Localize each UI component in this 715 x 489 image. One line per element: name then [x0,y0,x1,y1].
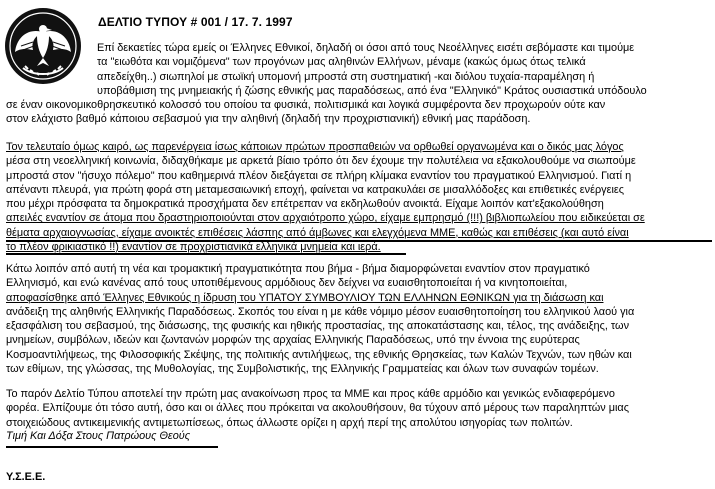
paragraph-line: στοιχειώδους αντικειμενικής αντιμετωπίσεως, όπως άλλωστε ορίζει η αρχή περί της απολύτου ισηγορίας των πολιτών. [6,416,573,429]
paragraph-line: εξασφάλιση του σεβασμού, της διάσωσης, της φυσικής και ηθικής προστασίας, της αποκατάστασης και, τέλος, της ανάδειξης, των [6,320,630,333]
paragraph-line: απέναντι πλευρά, για πρώτη φορά στη μεταμεσαιωνική εποχή, φαίνεται να κατρακυλάει σε μισαλλόδοξες και επιθετικές ενέργειες [6,183,624,196]
paragraph-line: το πλέον φρικιαστικό !!) εναντίον σε προχριστιανικά ελληνικά μνημεία και ιερά. [6,241,381,254]
paragraph-line: υποβάθμιση της μνημειακής ή ζώσης εθνικής μας παραδόσεως, από ένα "Ελληνικό" Κράτος ουσιαστικά υπόδουλο [97,84,647,97]
paragraph-line: μέσα στη νεοελληνική κοινωνία, διδαχθήκαμε με αρκετά βίαιο τρόπο ότι δεν έχουμε την πολυτέλεια να εξακολουθούμε να σιωπούμε [6,155,636,168]
paragraph-line: Επί δεκαετίες τώρα εμείς οι Έλληνες Εθνικοί, δηλαδή οι όσοι από τους Νεοέλληνες εισέτι σεβόμαστε και τιμούμε [97,42,635,54]
paragraph-line: που μέχρι πρόσφατα τα δημοκρατικά προσχήματα δεν επέτρεπαν να εκδηλωθούν ανοικτά. Είχαμε λοιπόν κατ'εξακολούθηση [6,198,604,211]
paragraph-line: Το παρόν Δελτίο Τύπου αποτελεί την πρώτη μας ανακοίνωση προς τα ΜΜΕ και προς κάθε αρμόδιο και γενικώς ενδιαφερόμενο [6,388,615,400]
paragraph-line: Κάτω λοιπόν από αυτή τη νέα και τρομακτική πραγματικότητα που βήμα - βήμα διαμορφώνεται εναντίον στον πραγματικό [6,263,590,275]
paragraph-line: Τον τελευταίο όμως καιρό, ως παρενέργεια ίσως κάποιων πρώτων προσπαθειών να ορθωθεί οργανωμένα και ο δικός μας λόγος [6,141,624,153]
sender-abbreviation: Υ.Σ.Ε.Ε. [6,471,46,483]
paragraph-line: στον ελάχιστο βαθμό κάποιου σεβασμού για την αληθινή (δηλαδή την προχριστιανική) εθνική μας παράδοση. [6,113,531,126]
paragraph-line: σε έναν οικονομικοθρησκευτικό κολοσσό του οποίου τα φυσικά, πολιτισμικά και λογικά συμφέροντα δεν προχωρούν ούτε καν [6,99,606,112]
paragraph-intro [6,41,712,127]
paragraph-line: Κοσμοαντιλήψεως, της Φιλοσοφικής Σκέψης, της πολιτικής αντιλήψεως, της εθνικής Θρησκείας, των Καλών Τεχνών, των ηθών και [6,348,632,361]
paragraph-recent-events [6,140,712,254]
paragraph-line: μπροστά στον "ήσυχο πόλεμο" που καθημερινά πλέον διεξάγεται σε πλήρη κλίμακα εναντίον του πραγματικού Ελληνισμού. Γιατί η [6,169,632,182]
paragraph-line: θέματα αρχαιογνωσίας, είχαμε ανοικτές επιθέσεις λάσπης από άμβωνες και ελεγχόμενα ΜΜΕ, καθώς και επιθέσεις (και αυτό είναι [6,226,629,239]
paragraph-line: τα "ειωθότα και νομιζόμενα" των προγόνων μας αληθινών Ελλήνων, μέναμε (κακώς όμως ότως τελικά [97,56,586,69]
paragraph-line: Ελληνισμό, και ενώ κανένας από τους υποτιθέμενους αρμόδιους δεν δείχνει να ευαισθητοποιείται ή να κινητοποιείται, [6,277,568,290]
paragraph-line: αποφασίσθηκε από Έλληνες Εθνικούς η ίδρυση του ΥΠΑΤΟΥ ΣΥΜΒΟΥΛΙΟΥ ΤΩΝ ΕΛΛΗΝΩΝ ΕΘΝΙΚΩΝ για τη διάσωση και [6,291,604,304]
press-release-title: ΔΕΛΤΙΟ ΤΥΠΟΥ # 001 / 17. 7. 1997 [98,15,293,29]
paragraph-council-founding [6,262,712,376]
paragraph-line: μνημείων, συμβόλων, ιδεών και ζωντανών μορφών της αρχαίας Ελληνικής Παραδόσεως, υπό την έννοια της ευρύτερας [6,334,580,347]
paragraph-line: ανάδειξη της αληθινής Ελληνικής Παραδόσεως. Σκοπός του είναι η με κάθε νόμιμο μέσον ευαισθητοποίηση του ελληνικού λαού για [6,305,635,318]
underline-rule [6,253,406,255]
paragraph-line: φορέα. Ελπίζουμε ότι τόσο αυτή, όσο και οι άλλες που πρόκειται να ακολουθήσουν, θα τύχουν από μέρους των παραληπτών μιας [6,402,629,415]
signature-rule [6,446,218,448]
underline-rule [6,240,712,242]
paragraph-line: των εθίμων, της γλώσσας, της Μυθολογίας, της Συμβολιστικής, της Ελληνικής Γραμματείας και όλων των συναφών τομέων. [6,363,599,376]
signature-line: Τιμή Και Δόξα Στους Πατρώους Θεούς [6,430,191,442]
paragraph-closing [6,387,712,430]
paragraph-line: απεδείχθη..) σιωπηλοί με στωϊκή υπομονή μπροστά στη συστηματική -και διόλου τυχαία-παραμέληση ή [97,70,595,83]
paragraph-line: απειλές εναντίον σε άτομα που δραστηριοποιούνται στον αρχαιότροπο χώρο, είχαμε εμπρησμό (!!!) βιβλιοπωλείου που ειδικεύεται σε [6,212,645,225]
